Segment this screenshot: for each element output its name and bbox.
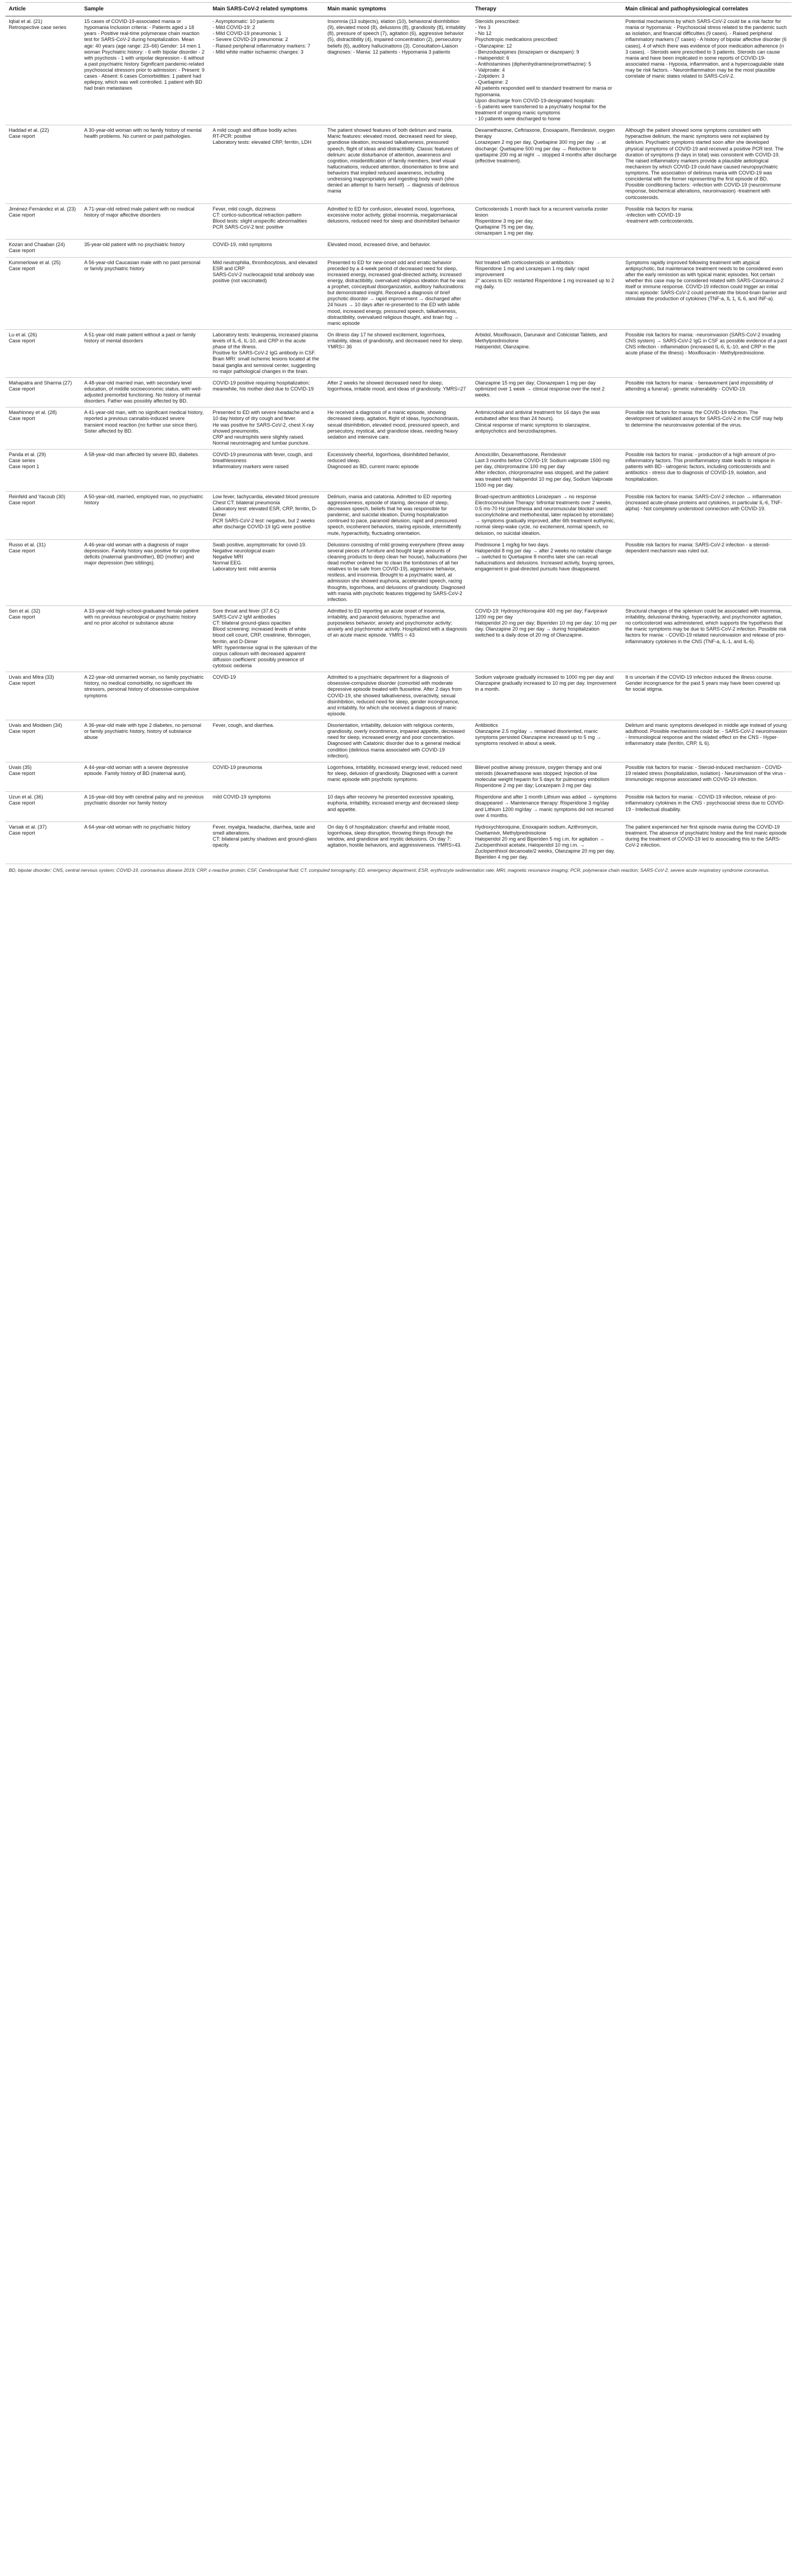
sars-cov-2-symptoms-cell: - Asymptomatic: 10 patients - Mild COVID-19: 2 - Mild COVID-19 pneumonia: 1 - Severe COVID-19 pneumonia: 2 - Raised peripheral inflammatory markers: 7 - Mild white matter ischaemic changes: 3 [209,16,324,125]
table-footnote: BD, bipolar disorder; CNS, central nervous system; COVID-19, coronavirus disease 2019; CRP, c-reactive protein; CSF, Cerebrospinal fluid; CT, computed tomography; ED, emergency department; ESR, erythrocyte sedimentation rate; MRI, magnetic resonance imaging; PCR, polymerase chain reaction; SARS-CoV-2, severe acute respiratory syndrome coronavirus. [9,867,770,873]
sars-cov-2-symptoms-cell: A mild cough and diffuse bodily aches RT-PCR: positive Laboratory tests: elevated CRP, ferritin, LDH [209,125,324,204]
therapy-cell: Prednisone 1 mg/kg for two days. Haloperidol 8 mg per day → after 2 weeks no notable change → switched to Quetiapine 8 months later she can recall hallucinations and delusions. Increased activity, buying sprees, engagement in goal-directed pursuits have disappeared. [472,539,622,605]
column-header-sars-cov-2-symptoms: Main SARS-CoV-2 related symptoms [209,3,324,16]
document-page [5,0,792,873]
sample-cell: A 22-year-old unmarried woman, no family psychiatric history, no medical comorbidity, no significant life stressors, personal history of obsessive-compulsive symptoms [81,672,209,720]
therapy-cell: Dexamethasone, Ceftriaxone, Enoxaparin, Remdesivir, oxygen therapy Lorazepam 2 mg per day, Quetiapine 300 mg per day → at discharge: Quetiapine 500 mg per day → Reduction to quetiapine 200 mg at night → stopped 4 months after discharge (effective treatment). [472,125,622,204]
sample-cell: A 36-year-old male with type 2 diabetes, no personal or family psychiatric history, history of substance abuse [81,720,209,762]
sample-cell: A 16-year-old boy with cerebral palsy and no previous psychiatric disorder nor family history [81,792,209,822]
article-cell: Russo et al. (31) Case report [5,539,81,605]
table-row [5,450,792,492]
sample-cell: A 50-year-old, married, employed man, no psychiatric history [81,491,209,539]
sars-cov-2-symptoms-cell: COVID-19, mild symptoms [209,240,324,257]
correlates-cell: Possible risk factors for mania: the COVID-19 infection. The development of validated assays for SARS-CoV-2 in the CSF may help to determine the neuroinvasive potential of the virus. [622,407,792,450]
table-row [5,329,792,377]
sars-cov-2-symptoms-cell: Fever, mild cough, dizziness CT: cortico-subcortical retraction pattern Blood tests: slight unspecific abnormalities PCR SARS-CoV-2 test: positive [209,203,324,240]
sample-cell: A 51-year-old male patient without a past or family history of mental disorders [81,329,209,377]
table-body [5,16,792,864]
case-reports-table [5,2,792,864]
sars-cov-2-symptoms-cell: Presented to ED with severe headache and a 10 day history of dry cough and fever. He was positive for SARS-CoV-2, chest X-ray showed pneumonitis. CRP and neutrophils were slightly raised. Normal neuroimaging and lumbar puncture. [209,407,324,450]
sample-cell: A 44-year-old woman with a severe depressive episode. Family history of BD (maternal aunt). [81,762,209,792]
correlates-cell: Possible risk factors for mania: SARS-CoV-2 infection → inflammation (increased acute-phase proteins and cytokines, in particular IL-6, TNF-alpha) - Not completely understood connection with COVID-19. [622,491,792,539]
correlates-cell: Possible risk factors for mania: - bereavement (and impossibility of attending a funeral) - genetic vulnerability - COVID-19. [622,377,792,407]
correlates-cell: Although the patient showed some symptoms consistent with hyperactive delirium, the manic symptoms were not explained by delirium. Psychiatric symptoms started soon after she developed physical symptoms of COVID-19 and received a positive PCR test. The duration of symptoms (9 days in total) was consistent with COVID-19. The raised inflammatory markers provide a plausible aetiological mechanism by which COVID-19 could have caused neuropsychiatric symptoms. The association of delirious mania with COVID-19 was coincidental with the former representing the first episode of BD. Possible conditioning factors: -infection with COVID-19 (neuroimmune response, biochemical alterations, neuroinvasion) -treatment with corticosteroids. [622,125,792,204]
sars-cov-2-symptoms-cell: mild COVID-19 symptoms [209,792,324,822]
manic-symptoms-cell: He received a diagnosis of a manic episode, showing decreased sleep, agitation, flight of ideas, hypochondriasis, sexual disinhibition, elevated mood, pressured speech, and persecutory, mystical, and grandiose ideas, needing heavy sedation and intensive care. [324,407,472,450]
therapy-cell: Sodium valproate gradually increased to 1000 mg per day and Olanzapine gradually increased to 10 mg per day. Improvement in a month. [472,672,622,720]
article-cell: Mahapatra and Sharma (27) Case report [5,377,81,407]
sample-cell: A 71-year-old retired male patient with no medical history of major affective disorders [81,203,209,240]
correlates-cell: Possible risk factors for mania: - production of a high amount of pro-inflammatory factors. This proinflammatory state leads to relapse in patients with BD - iatrogenic factors, including corticosteroids and antibiotics - stress due to diagnosis of COVID-19, isolation, and hospitalization. [622,450,792,492]
manic-symptoms-cell: On illness day 17 he showed excitement, logorrhoea, irritability, ideas of grandiosity, and decreased need for sleep. YMRS= 36 [324,329,472,377]
article-cell: Haddad et al. (22) Case report [5,125,81,204]
table-row [5,605,792,672]
manic-symptoms-cell: Logorrhoea, irritability, increased energy level, reduced need for sleep, delusion of grandiosity. Diagnosed with a current manic episode with psychotic symptoms. [324,762,472,792]
correlates-cell [622,240,792,257]
manic-symptoms-cell: Presented to ED for new-onset odd and erratic behavior preceded by a 4-week period of decreased need for sleep, increased energy, increased goal-directed activity, increased energy, distractibility, overvalued religious ideation that he was a prophet, conceptual disorganization, auditory hallucinations but demonstrated insight. Received a diagnosis of brief psychotic disorder → rapid improvement → discharged after 24 hours → 10 days after re-presented to the ED with labile mood, increased energy, pressured speech, talkativeness, distractibility, overvalued religious thought, and brain fog → manic episode [324,257,472,329]
sample-cell: A 33-year-old high-school-graduated female patient with no previous neurological or psychiatric history and no prior alcohol or substance abuse [81,605,209,672]
table-row [5,672,792,720]
column-header-manic-symptoms: Main manic symptoms [324,3,472,16]
article-cell: Mawhinney et al. (28) Case report [5,407,81,450]
correlates-cell: Possible risk factors for mania: - COVID-19 infection, release of pro-inflammatory cytokines in the CNS - psychosocial stress due to COVID-19 - Intellectual disability. [622,792,792,822]
therapy-cell: Steroids prescribed: - Yes 3 - No 12 Psychotropic medications prescribed: - Olanzapine: 12 - Benzodiazepines (lorazepam or diazepam): 9 - Haloperidol: 6 - Antihistamines (diphenhydramine/promethazine): 5 - Valproate: 4 - Zolpidem: 3 - Quetiapine: 2 All patients responded well to standard treatment for mania or hypomania. Upon discharge from COVID-19-designated hospitals: - 5 patients were transferred to a psychiatry hospital for the treatment of ongoing manic symptoms - 10 patients were discharged to home [472,16,622,125]
table-row [5,377,792,407]
correlates-cell: Symptoms rapidly improved following treatment with atypical antipsychotic, but maintenance treatment needs to be considered even after the early remission as with typical manic episodes. Not certain whether this case may be considered related with SARS-Coronavirus-2 itself or immune response. COVID-19 infection could trigger an initial manic episode: SARS-CoV-2 could penetrate the blood-brain barrier and stimulate the production of cytokines (TNF-a, IL 1, IL 6, and INF-a). [622,257,792,329]
therapy-cell: Bilevel positive airway pressure, oxygen therapy and oral steroids (dexamethasone was stopped; Injection of low molecular weight heparin for 5 days for pulmonary embolism Risperidone 2 mg per day; Lorazepam 3 mg per day. [472,762,622,792]
column-header-sample: Sample [81,3,209,16]
correlates-cell: Possible risk factors for mania: - Steroid-induced mechanism - COVID-19 related stress (hospitalization, isolation) - Neuroinvasion of the virus - Immunologic response associated with COVID-19 infection. [622,762,792,792]
table-row [5,821,792,864]
article-cell: Uzun et al. (36) Case report [5,792,81,822]
sample-cell: A 64-year-old woman with no psychiatric history [81,821,209,864]
manic-symptoms-cell: Admitted to ED reporting an acute onset of insomnia, irritability, and paranoid delusions; hyperactive and purposeless behavior; anxiety and psychomotor activity; anxiety and psychomotor activity. Hospitalized with a diagnosis of an acute manic episode. YMRS = 43 [324,605,472,672]
table-row [5,203,792,240]
article-cell: Reinfeld and Yacoub (30) Case report [5,491,81,539]
sample-cell: A 58-year-old man affected by severe BD, diabetes. [81,450,209,492]
therapy-cell: Corticosteroids 1 month back for a recurrent varicella zoster lesion Risperidone 3 mg per day, Quetiapine 75 mg per day, clonazepam 1 mg per day. [472,203,622,240]
therapy-cell: Broad-spectrum antibiotics Lorazepam → no response Electroconvulsive Therapy: bifrontal treatments over 2 weeks, 0.5 ms-70 Hz (anesthesia and neuromuscular blocker used: succinylcholine and methohexital, later replaced by etomidate) → symptoms gradually improved, after 6th treatment euthymic, normal sleep-wake cycle, no excitement, normal speech, no delusion, no suicidal ideation. [472,491,622,539]
therapy-cell: Arbidol, Moxifloxacin, Darunavir and Cobicistat Tablets, and Methylprednisolone Haloperidol, Olanzapine. [472,329,622,377]
therapy-cell: Not treated with corticosteroids or antibiotics Risperidone 1 mg and Lorazepam 1 mg daily: rapid improvement 2° access to ED: restarted Risperidone 1 mg increased up to 2 mg daily. [472,257,622,329]
article-cell: Varsak et al. (37) Case report [5,821,81,864]
article-cell: Uvais and Moideen (34) Case report [5,720,81,762]
therapy-cell: Amoxicillin, Dexamethasone, Remdesivir Last 3 months before COVID-19: Sodium valproate 1500 mg per day, chlorpromazine 100 mg per day After infection, chlorpromazine was stopped, and the patient was treated with haloperidol 10 mg per day, Sodium Valproate 1500 mg per day. [472,450,622,492]
sars-cov-2-symptoms-cell: Sore throat and fever (37.8 C) SARS-CoV-2 IgM antibodies CT: bilateral ground-glass opacities Blood screening: increased levels of white blood cell count, CRP, creatinine, fibrinogen, ferritin, and D-Dimer MRI: hyperintense signal in the splenium of the corpus callosum with decreased apparent diffusion coefficient: possibly presence of cytotoxic oedema [209,605,324,672]
correlates-cell: Potential mechanisms by which SARS-CoV-2 could be a risk factor for mania or hypomania: - Psychosocial stress related to the pandemic such as isolation, and financial difficulties (9 cases). - Raised peripheral inflammatory markers (7 cases) - A history of bipolar affective disorder (6 cases), 4 of which there was evidence of poor medication adherence (n 3 cases). - Steroids were prescribed to 3 patients. Steroids can cause mania and have been implicated in some reports of COVID-19-associated mania - Hypoxia, inflammation, and a hypercoagulable state may be risk factors. - Neuroinflammation may be the most plausible correlate of manic states related to SARS-CoV-2. [622,16,792,125]
manic-symptoms-cell: After 2 weeks he showed decreased need for sleep, logorrhoea, irritable mood, and ideas of grandiosity. YMRS=27 [324,377,472,407]
manic-symptoms-cell: Elevated mood, increased drive, and behavior. [324,240,472,257]
therapy-cell: COVID-19: Hydroxychloroquine 400 mg per day; Favipiravir 1200 mg per day Haloperidol 20 mg per day; Biperiden 10 mg per day; 10 mg per day. Olanzapine 20 mg per day → during hospitalization switched to a daily dose of 20 mg of Olanzapine. [472,605,622,672]
sample-cell: A 30-year-old woman with no family history of mental health problems. No current or past pathologies. [81,125,209,204]
table-header [5,3,792,16]
sample-cell: A 46-year-old woman with a diagnosis of major depression. Family history was positive for cognitive deficits (maternal grandmother), BD (mother) and major depression (two siblings). [81,539,209,605]
article-cell: Iqbal et al. (21) Retrospective case series [5,16,81,125]
column-header-therapy: Therapy [472,3,622,16]
article-cell: Kummerlowe et al. (25) Case report [5,257,81,329]
manic-symptoms-cell: The patient showed features of both delirium and mania. Manic features: elevated mood, decreased need for sleep, grandiose ideation, increased talkativeness, pressured speech, flight of ideas and distractibility. Classic features of delirium: acute disturbance of attention, awareness and cognition, misidentification of family members, brief visual hallucinations, reduced attention, disorientation to time and behaviors that implied reduced awareness, including undressing inappropriately and ingesting body wash (she denied an attempt to harm herself) → diagnosis of delirious mania [324,125,472,204]
table-row [5,539,792,605]
sars-cov-2-symptoms-cell: Laboratory tests: leukopenia, increased plasma levels of IL-6, IL-10, and CRP in the acute phase of the illness. Positive for SARS-CoV-2 IgG antibody in CSF. Brain MRI: small ischemic lesions located at the basal ganglia and semioval center, suggesting no major pathological changes in the brain. [209,329,324,377]
column-header-correlates: Main clinical and pathophysiological correlates [622,3,792,16]
correlates-cell: Structural changes of the splenium could be associated with insomnia, irritability, delusional thinking, hyperactivity, and psychomotor agitation, no corticosteroid was administered, which supports the hypothesis that the manic symptoms may be due to SARS-CoV-2 infection. Possible risk factors for mania: - COVID-19 related neuroinvasion and release of pro-inflammatory cytokines in the CNS (TNF-a, IL-1, and IL-6). [622,605,792,672]
table-row [5,491,792,539]
column-header-article: Article [5,3,81,16]
therapy-cell: Olanzapine 15 mg per day; Clonazepam 1 mg per day optimized over 1 week → clinical response over the next 2 weeks. [472,377,622,407]
article-cell: Panda et al. (29) Case series Case report 1 [5,450,81,492]
sars-cov-2-symptoms-cell: COVID-19 pneumonia with fever, cough, and breathlessness Inflammatory markers were raised [209,450,324,492]
table-row [5,762,792,792]
manic-symptoms-cell: Insomnia (13 subjects), elation (10), behavioral disinhibition (9), elevated mood (8), delusions (8), grandiosity (8), irritability (8), pressure of speech (7), agitation (6), aggressive behavior (5), distractibility (4), impaired concentration (2), persecutory beliefs (6), auditory hallucinations (3). Consultation-Liaison diagnoses: - Mania: 12 patients - Hypomania 3 patients [324,16,472,125]
manic-symptoms-cell: On day 6 of hospitalization: cheerful and irritable mood, logorrhoea, sleep disruption, throwing things through the window, and grandiose and mystic delusions. On day 7: agitation, hostile behaviors, and aggressiveness. YMRS=43. [324,821,472,864]
sars-cov-2-symptoms-cell: Swab positive, asymptomatic for covid-19. Negative neurological exam Negative MRI Normal EEG. Laboratory test: mild anemia [209,539,324,605]
therapy-cell: Hydroxychloroquine, Enoxaparin sodium, Azithromycin, Oseltamivir, Methylprednisolone Haloperidol 20 mg and Biperiden 5 mg i.m. for agitation → Zuclopenthixol acetate, Haloperidol 10 mg i.m. → Zuclopenthixol decanoate/2 weeks, Olanzapine 20 mg per day, Biperiden 4 mg per day. [472,821,622,864]
manic-symptoms-cell: 10 days after recovery he presented excessive speaking, euphoria, irritability, increased energy and decreased sleep and appetite. [324,792,472,822]
sars-cov-2-symptoms-cell: COVID-19 pneumonia [209,762,324,792]
table-row [5,407,792,450]
article-cell: Uvais and Mitra (33) Case report [5,672,81,720]
table-row [5,257,792,329]
table-row [5,792,792,822]
sars-cov-2-symptoms-cell: Mild neutrophilia, thrombocytosis, and elevated ESR and CRP SARS-CoV-2 nucleocapsid total antibody was positive (not vaccinated) [209,257,324,329]
article-cell: Kozan and Chaaban (24) Case report [5,240,81,257]
manic-symptoms-cell: Delirium, mania and catatonia. Admitted to ED reporting aggressiveness, episode of staring, decrease of sleep, decreases speech, beliefs that he was responsible for pandemic, and suicidal ideation. During hospitalization continued to pace, paranoid delusion, rapid and pressured speech, incoherent behaviors, staring episode, intermittently mute, hyperactivity, fluctuating orientation. [324,491,472,539]
sars-cov-2-symptoms-cell: COVID-19 [209,672,324,720]
article-cell: Lu et al. (26) Case report [5,329,81,377]
sars-cov-2-symptoms-cell: COVID-19 positive requiring hospitalization; meanwhile, his mother died due to COVID-19 [209,377,324,407]
sars-cov-2-symptoms-cell: Low fever, tachycardia, elevated blood pressure Chest CT: bilateral pneumonia Laboratory test: elevated ESR, CRP, ferritin, D-Dimer PCR SARS-CoV-2 test: negative, but 2 weeks after discharge COVID-19 IgG were positive [209,491,324,539]
sample-cell: A 41-year-old man, with no significant medical history, reported a previous cannabis-induced severe transient mood reaction (no further use since then). Sister affected by BD. [81,407,209,450]
correlates-cell: Possible risk factors for mania: -neuroinvasion (SARS-CoV-2 invading CNS system) → SARS-CoV-2 IgG in CSF as possible evidence of a past CNS infection - inflammation (increased IL-6, IL-10, and CRP in the acute phase of the illness) - Moxifloxacin - Methylprednisolone. [622,329,792,377]
article-cell: Sen et al. (32) Case report [5,605,81,672]
article-cell: Uvais (35) Case report [5,762,81,792]
correlates-cell: The patient experienced her first episode mania during the COVID-19 treatment. The absence of psychiatric history and the first manic episode during the treatment of COVID-19 led to associating this to the SARS-CoV-2 infection. [622,821,792,864]
sample-cell: A 56-year-old Caucasian male with no past personal or family psychiatric history [81,257,209,329]
table-row [5,125,792,204]
correlates-cell: Possible risk factors for mania: SARS-CoV-2 infection - a steroid-dependent mechanism was ruled out. [622,539,792,605]
sample-cell: 15 cases of COVID-19-associated mania or hypomania Inclusion criteria: - Patients aged ≥ 18 years - Positive real-time polymerase chain reaction test for SARS-CoV-2 during hospitalization. Mean age: 40 years (age range: 23–66) Gender: 14 men 1 woman Psychiatric history: - 6 with bipolar disorder - 2 with psychosis - 1 with unipolar depression - 6 without a past psychiatric history Significant pandemic-related psychosocial stressors prior to admission: - Present: 9 cases - Absent: 6 cases Comorbidities: 1 patient had epilepsy, which was well controlled. 1 patient with BD had brain metastases [81,16,209,125]
header-row [5,3,792,16]
manic-symptoms-cell: Excessively cheerful, logorrhoea, disinhibited behavior, reduced sleep. Diagnosed as BD, current manic episode [324,450,472,492]
therapy-cell: Antimicrobial and antiviral treatment for 16 days (he was extubated after less than 24 hours). Clinical response of manic symptoms to olanzapine, antipsychotics and benzodiazepines. [472,407,622,450]
correlates-cell: Possible risk factors for mania: -infection with COVID-19 -treatment with corticosteroids. [622,203,792,240]
sample-cell: A 48-year-old married man, with secondary level education, of middle socioeconomic status, with well-adjusted premorbid functioning. No history of mental disorders. Father was possibly affected by BD. [81,377,209,407]
manic-symptoms-cell: Delusions consisting of mild growing everywhere (threw away several pieces of furniture and bought large amounts of cleaning products to deep clean her house), hallucinations (her dead mother ordered her to clean the tombstones of all her relatives to be safe from COVID-19), aggressive behavior, restless, and insomnia. Brought to a psychiatric ward, at admission she showed euphoria, accelerated speech, racing thoughts, logorrhoea, and delusions of grandiosity. Diagnosed with mania with psychotic features triggered by SARS-CoV-2 infection. [324,539,472,605]
sars-cov-2-symptoms-cell: Fever, cough, and diarrhea. [209,720,324,762]
article-cell: Jiménez-Fernández et al. (23) Case report [5,203,81,240]
table-row [5,720,792,762]
therapy-cell: Risperidone and after 1 month Lithium was added → symptoms disappeared → Maintenance therapy: Risperidone 3 mg/day and Lithium 1200 mg/day → manic symptoms did not recurred over 4 months. [472,792,622,822]
table-row [5,16,792,125]
manic-symptoms-cell: Admitted to a psychiatric department for a diagnosis of obsessive-compulsive disorder (comorbid with moderate depressive episode treated with fluoxetine. After 2 days from COVID-19, she showed talkativeness, overactivity, sexual disinhibition, reduced need for sleep, gender incongruence, and irritability, for which she received a diagnosis of manic episode. [324,672,472,720]
sample-cell: 35-year-old patient with no psychiatric history [81,240,209,257]
correlates-cell: It is uncertain if the COVID-19 infection induced the illness course. Gender incongruence for the past 5 years may have been covered up for social stigma. [622,672,792,720]
manic-symptoms-cell: Disorientation, irritability, delusion with religious contents, grandiosity, overly incontinence, impaired appetite, decreased need for sleep, increased energy and poor concentration. Diagnosed with Catatonic disorder due to a general medical condition (delirious mania associated with COVID-19 infection). [324,720,472,762]
table-row [5,240,792,257]
therapy-cell [472,240,622,257]
sars-cov-2-symptoms-cell: Fever, myalgia, headache, diarrhea, taste and smell alterations. CT: bilateral patchy shadows and ground-glass opacity. [209,821,324,864]
manic-symptoms-cell: Admitted to ED for confusion, elevated mood, logorrhoea, excessive motor activity, global insomnia, megalomaniacal delusions, reduced need for sleep and disinhibited behavior [324,203,472,240]
therapy-cell: Antibiotics Olanzapine 2.5 mg/day → remained disoriented, manic symptoms persisted Olanzapine increased up to 5 mg → symptoms resolved in about a week. [472,720,622,762]
correlates-cell: Delirium and manic symptoms developed in middle age instead of young adulthood. Possible mechanisms could be: - SARS-CoV-2 neuroinvasion - Immunological response and the related effect on the CNS - Hyper-inflammatory state (ferritin, CRP, IL 6). [622,720,792,762]
